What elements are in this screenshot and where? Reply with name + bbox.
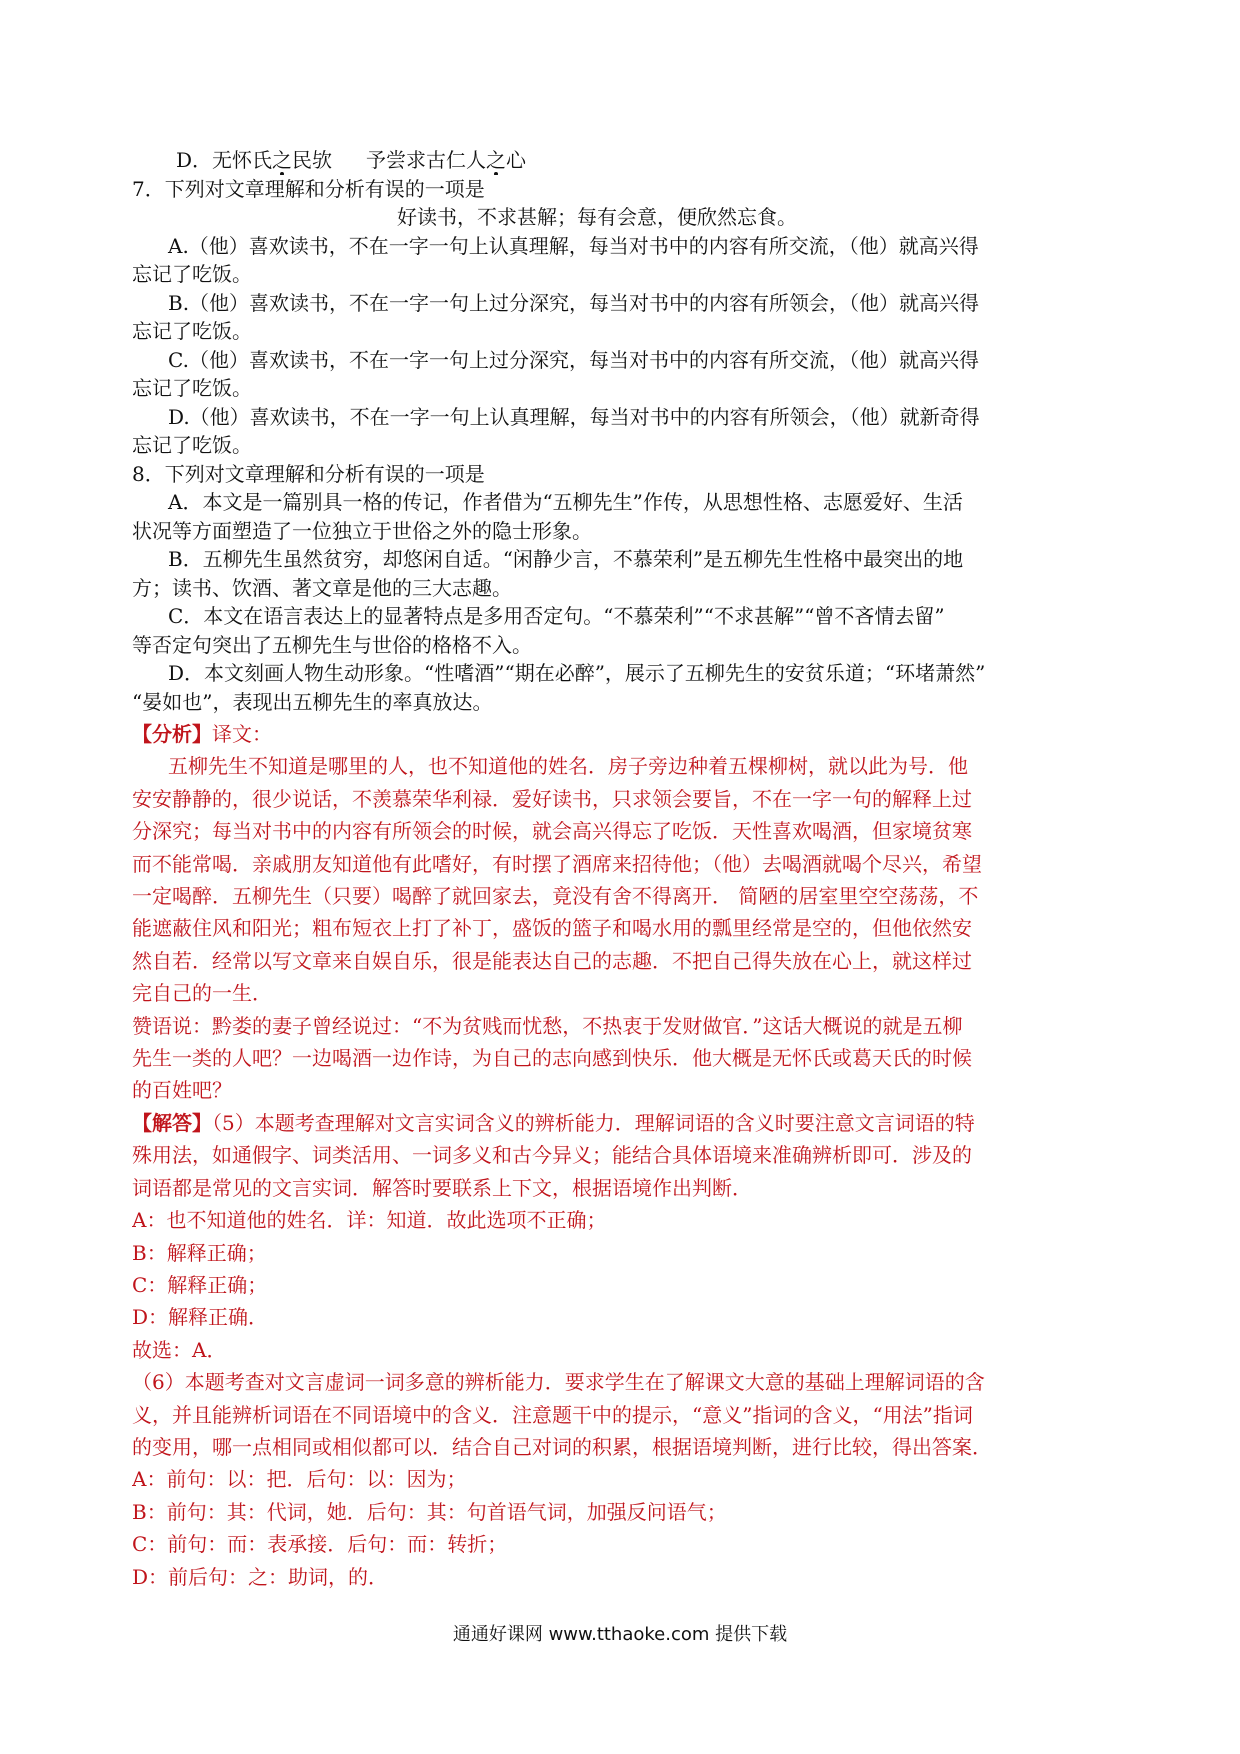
answer-p6-item: C：前句：而：表承接．后句：而：转折；: [132, 1532, 508, 1557]
translation-line: 能遮蔽住风和阳光；粗布短衣上打了补丁，盛饭的篮子和喝水用的瓢里经常是空的，但他依然安: [132, 916, 972, 941]
answer-p5-line: 殊用法，如通假字、词类活用、一词多义和古今异义；能结合具体语境来准确辨析即可．涉及的: [132, 1143, 972, 1168]
q8-option-d-line1: D．本文刻画人物生动形象。“性嗜酒”“期在必醉”，展示了五柳先生的安贫乐道；“环堵萧然”: [168, 661, 986, 685]
translation-line: 分深究；每当对书中的内容有所领会的时候，就会高兴得忘了吃饭．天性喜欢喝酒，但家境贫寒: [132, 819, 972, 844]
answer-p5-line: 词语都是常见的文言实词．解答时要联系上下文，根据语境作出判断．: [132, 1175, 752, 1200]
q6-d-second-text: 予尝求古仁人: [366, 148, 487, 172]
q6-option-d: [132, 146, 1062, 175]
q7-option-d-line2: 忘记了吃饭。: [132, 433, 252, 457]
answer-tag: 【解答】: [132, 1110, 212, 1135]
q7-option-a-line1: A.（他）喜欢读书，不在一字一句上认真理解，每当对书中的内容有所交流，（他）就高兴得: [168, 233, 979, 258]
q8-option-c-line1: C．本文在语言表达上的显著特点是多用否定句。“不慕荣利”“不求甚解”“曾不吝情去留”: [168, 604, 945, 628]
answer-p6-line: 的变用，哪一点相同或相似都可以．结合自己对词的积累，根据语境判断，进行比较，得出答案．: [132, 1434, 992, 1459]
q6-d-dotted-char-2: 之: [486, 148, 507, 172]
page-content: [132, 146, 1062, 1593]
zan-line: 赞语说：黔娄的妻子曾经说过：“不为贫贱而忧愁，不热衷于发财做官．”这话大概说的就是五柳: [132, 1013, 963, 1038]
q6-d-text: D．无怀氏: [176, 148, 273, 172]
answer-p5-item: D：解释正确．: [132, 1305, 269, 1330]
answer-p6-item: B：前句：其：代词，她．后句：其：句首语气词，加强反问语气；: [132, 1499, 727, 1524]
translation-line: 然自若．经常以写文章来自娱自乐，很是能表达自己的志趣．不把自己得失放在心上，就这样过: [132, 948, 972, 973]
answer-p5-item: C：解释正确；: [132, 1272, 268, 1297]
q8-option-c-line2: 等否定句突出了五柳先生与世俗的格格不入。: [132, 632, 532, 657]
q8-options: [132, 488, 1062, 716]
answer-p6-line: （6）本题考查对文言虚词一词多意的辨析能力．要求学生在了解课文大意的基础上理解词语的含: [132, 1370, 985, 1395]
q8-option-d-line2: “晏如也”，表现出五柳先生的率真放达。: [132, 689, 493, 714]
q6-d-dotted-char: 之: [272, 148, 293, 172]
answer-p5-text: （5）本题考查理解对文言实词含义的辨析能力．理解词语的含义时要注意文言词语的特: [212, 1110, 975, 1135]
analysis-tag: 【分析】: [132, 722, 212, 746]
answer-p6-item: D：前后句：之：助词，的．: [132, 1564, 389, 1589]
analysis-label: 译文：: [212, 722, 272, 746]
zan-line: 的百姓吧？: [132, 1078, 232, 1103]
answer-section: [132, 1107, 1062, 1593]
q6-d-text-2: 民欤: [292, 148, 333, 172]
q7-option-d-line1: D.（他）喜欢读书，不在一字一句上认真理解，每当对书中的内容有所领会，（他）就新奇得: [168, 404, 980, 429]
answer-p5-line1: [132, 1107, 1062, 1139]
zan-line: 先生一类的人吧？一边喝酒一边作诗，为自己的志向感到快乐．他大概是无怀氏或葛天氏的时候: [132, 1046, 972, 1071]
translation-line: 五柳先生不知道是哪里的人，也不知道他的姓名．房子旁边种着五棵柳树，就以此为号．他: [168, 754, 968, 779]
translation-line: 而不能常喝．亲戚朋友知道他有此嗜好，有时摆了酒席来招待他；（他）去喝酒就喝个尽兴，希望: [132, 851, 982, 876]
q7-option-a-line2: 忘记了吃饭。: [132, 262, 252, 286]
translation-line: 完自己的一生．: [132, 981, 272, 1006]
q8-option-a-line2: 状况等方面塑造了一位独立于世俗之外的隐士形象。: [132, 518, 592, 543]
q7-quote: 好读书，不求甚解；每有会意，便欣然忘食。: [397, 205, 797, 229]
translation-line: 一定喝醉．五柳先生（只要）喝醉了就回家去，竟没有舍不得离开． 简陋的居室里空空荡荡，不: [132, 884, 979, 909]
q7-option-b-line2: 忘记了吃饭。: [132, 319, 252, 343]
q6-d-second-suffix: 心: [506, 148, 527, 172]
answer-p5-item: A：也不知道他的姓名．详：知道．故此选项不正确；: [132, 1208, 607, 1233]
q8-option-a-line1: A．本文是一篇别具一格的传记，作者借为“五柳先生”作传，从思想性格、志愿爱好、生活: [168, 490, 963, 514]
answer-p6-item: A：前句：以：把．后句：以：因为；: [132, 1467, 467, 1492]
analysis-heading: [132, 718, 1062, 750]
q8-option-b-line2: 方；读书、饮酒、著文章是他的三大志趣。: [132, 575, 512, 600]
q8-option-b-line1: B．五柳先生虽然贫穷，却悠闲自适。“闲静少言，不慕荣利”是五柳先生性格中最突出的地: [168, 547, 964, 571]
q7-stem: 7．下列对文章理解和分析有误的一项是: [132, 176, 485, 201]
answer-p5-item: B：解释正确；: [132, 1240, 267, 1265]
q7-option-b-line1: B.（他）喜欢读书，不在一字一句上过分深究，每当对书中的内容有所领会，（他）就高兴得: [168, 290, 980, 315]
translation-line: 安安静静的，很少说话，不羡慕荣华利禄．爱好读书，只求领会要旨，不在一字一句的解释上过: [132, 786, 972, 811]
q7-options: [132, 232, 1062, 460]
q7-option-c-line2: 忘记了吃饭。: [132, 376, 252, 400]
q7-option-c-line1: C.（他）喜欢读书，不在一字一句上过分深究，每当对书中的内容有所交流，（他）就高兴得: [168, 347, 979, 372]
answer-p5-choice: 故选：A．: [132, 1337, 227, 1362]
page-footer: 通通好课网 www.tthaoke.com 提供下载: [452, 1624, 788, 1645]
answer-p6-line: 义，并且能辨析词语在不同语境中的含义．注意题干中的提示，“意义”指词的含义，“用法”指词: [132, 1402, 973, 1427]
q8-stem: 8．下列对文章理解和分析有误的一项是: [132, 461, 485, 486]
analysis-section: [132, 718, 1062, 1107]
